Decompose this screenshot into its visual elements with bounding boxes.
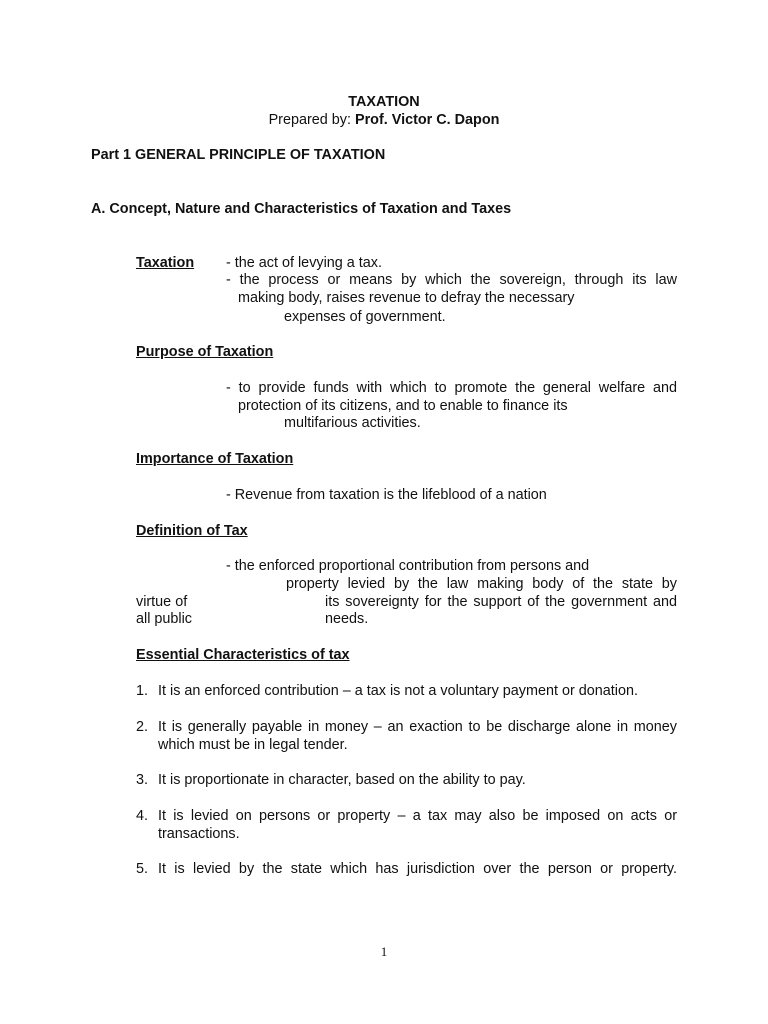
list-item-number: 4. [136, 808, 149, 824]
purpose-heading: Purpose of Taxation [136, 344, 274, 360]
part-heading: Part 1 GENERAL PRINCIPLE OF TAXATION [91, 147, 386, 163]
list-item-text: It is levied on persons or property – a tax may also be imposed on acts or transactions. [158, 808, 677, 842]
definition-line-3-left: virtue of [136, 594, 188, 610]
list-item-number: 1. [136, 683, 149, 699]
taxation-line-3: making body, raises revenue to defray the necessary [238, 290, 575, 306]
importance-line-1: - Revenue from taxation is the lifeblood of a nation [226, 487, 547, 503]
list-item-number: 5. [136, 861, 149, 877]
list-item-number: 2. [136, 719, 149, 735]
definition-line-3-right: its sovereignty for the support of the government and [325, 594, 677, 610]
definition-heading: Definition of Tax [136, 523, 248, 539]
taxation-term: Taxation [136, 255, 195, 271]
taxation-line-2: - the process or means by which the sovereign, through its law [226, 272, 677, 288]
characteristics-heading: Essential Characteristics of tax [136, 647, 350, 663]
definition-line-4-left: all public [136, 611, 192, 627]
taxation-line-4: expenses of government. [284, 309, 446, 325]
purpose-line-3: multifarious activities. [284, 415, 421, 431]
purpose-line-2: protection of its citizens, and to enable to finance its [238, 398, 568, 414]
definition-line-4-right: needs. [325, 611, 369, 627]
taxation-line-1: - the act of levying a tax. [226, 255, 382, 271]
section-heading: A. Concept, Nature and Characteristics of Taxation and Taxes [91, 201, 512, 217]
author-name: Prof. Victor C. Dapon [354, 112, 500, 128]
importance-heading: Importance of Taxation [136, 451, 294, 467]
list-item-text: It is generally payable in money – an exaction to be discharge alone in money which must be in legal tender. [158, 719, 677, 753]
list-item-text: It is levied by the state which has jurisdiction over the person or property. [158, 861, 677, 877]
list-item-text: It is an enforced contribution – a tax is not a voluntary payment or donation. [158, 683, 638, 699]
definition-line-1: - the enforced proportional contribution from persons and [226, 558, 590, 574]
page-number: 1 [380, 944, 388, 959]
prepared-by-label: Prepared by: [268, 112, 355, 128]
definition-line-2: property levied by the law making body of the state by [286, 576, 677, 592]
list-item-text: It is proportionate in character, based on the ability to pay. [158, 772, 526, 788]
list-item-number: 3. [136, 772, 149, 788]
prepared-by-line [0, 111, 768, 129]
document-title: TAXATION [348, 94, 420, 110]
purpose-line-1: - to provide funds with which to promote the general welfare and [226, 380, 677, 396]
